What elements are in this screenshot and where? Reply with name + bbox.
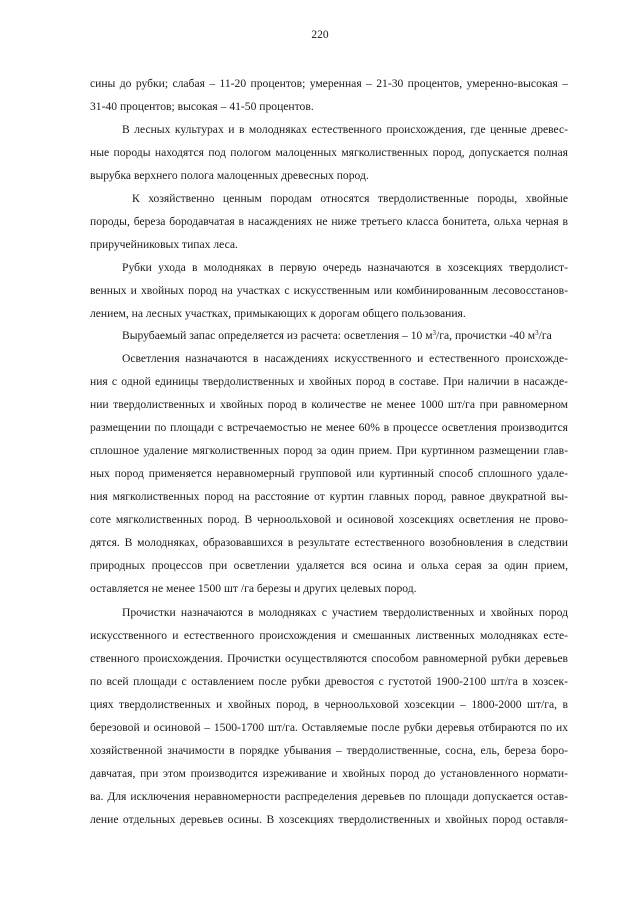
text-line: соте мягколиственных пород. В черноольховой и осиновой хозсекциях осветления не прово- [90, 513, 568, 526]
text-line: хозяйственной значимости в порядке убывания – твердолиственные, сосна, ель, береза боро- [90, 744, 568, 757]
text-line: породы, береза бородавчатая в насаждениях не ниже третьего класса бонитета, ольха черная в [90, 215, 568, 228]
text-line: 31-40 процентов; высокая – 41-50 процентов. [90, 100, 314, 113]
text-line: Рубки ухода в молодняках в первую очередь назначаются в хозсекциях твердолист- [122, 261, 568, 274]
text-line: вырубка верхнего полога малоценных древесных пород. [90, 169, 369, 182]
text-line [122, 328, 568, 344]
text-line: по всей площади с оставлением после рубки древостоя с густотой 1900-2100 шт/га в хозсек- [90, 675, 568, 688]
text-line: Осветления назначаются в насаждениях искусственного и естественного происхожде- [122, 352, 568, 365]
superscript: 3 [432, 329, 437, 337]
text-line: ния с одной единицы твердолиственных и хвойных пород в составе. При наличии в насажде- [90, 375, 568, 388]
superscript: 3 [535, 329, 539, 337]
text-line: нии твердолиственных и хвойных пород в количестве не менее 1000 шт/га при равномерном [90, 398, 568, 411]
text-line: сины до рубки; слабая – 11-20 процентов; умеренная – 21-30 процентов, умеренно-высокая – [90, 77, 568, 90]
text-line: циях твердолиственных и хвойных пород, в черноольховой хозсекции – 1800-2000 шт/га, в [90, 698, 568, 711]
text-line: оставляется не менее 1500 шт /га березы и других целевых пород. [90, 582, 417, 595]
text-segment: /га, прочистки -40 м [436, 329, 536, 342]
text-line: В лесных культурах и в молодняках естественного происхождения, где ценные древес- [122, 123, 568, 136]
text-line: приручейниковых типах леса. [90, 238, 238, 251]
page-number: 220 [311, 29, 329, 41]
text-line: К хозяйственно ценным породам относятся твердолиственные породы, хвойные [132, 192, 568, 205]
text-line: лением, на лесных участках, примыкающих к дорогам общего пользования. [90, 307, 466, 320]
text-line: ва. Для исключения неравномерности распределения деревьев по площади допускается остав- [90, 790, 568, 803]
text-line: ния мягколиственных пород на расстояние от куртин главных пород, равное двукратной вы- [90, 490, 568, 503]
text-line: размещении по площади с встречаемостью не менее 60% в процессе осветления производится [90, 421, 568, 434]
text-segment: /га [538, 329, 552, 342]
text-line: дятся. В молодняках, образовавшихся в результате естественного возобновления в следствии [90, 536, 568, 549]
text-line: природных процессов при осветлении удаляется вся осина и ольха серая за один прием, [90, 559, 568, 572]
text-line: венных и хвойных пород на участках с искусственным или комбинированным лесовосстанов- [90, 284, 568, 297]
text-segment: Вырубаемый запас определяется из расчета: осветления – 10 м [122, 329, 433, 342]
text-line: давчатая, при этом производится изреживание и хвойных пород до установленного нормати- [90, 767, 568, 780]
text-line: ные породы находятся под пологом малоценных мягколиственных пород, допускается полная [90, 146, 568, 159]
text-line: ных пород применяется неравномерный групповой или куртинный способ сплошного удале- [90, 467, 568, 480]
text-line: ление отдельных деревьев осины. В хозсекциях твердолиственных и хвойных пород оставля- [90, 813, 568, 826]
text-line: березовой и осиновой – 1500-1700 шт/га. Оставляемые после рубки деревья отбираются по их [90, 721, 568, 734]
text-line: Прочистки назначаются в молодняках с участием твердолиственных и хвойных пород [122, 606, 568, 619]
text-line: ственного происхождения. Прочистки осуществляются способом равномерной рубки деревьев [90, 652, 568, 665]
text-line: искусственного и естественного происхождения и смешанных лиственных молодняках есте- [90, 629, 568, 642]
text-line: сплошное удаление мягколиственных пород за один прием. При куртинном размещении глав- [90, 444, 568, 457]
